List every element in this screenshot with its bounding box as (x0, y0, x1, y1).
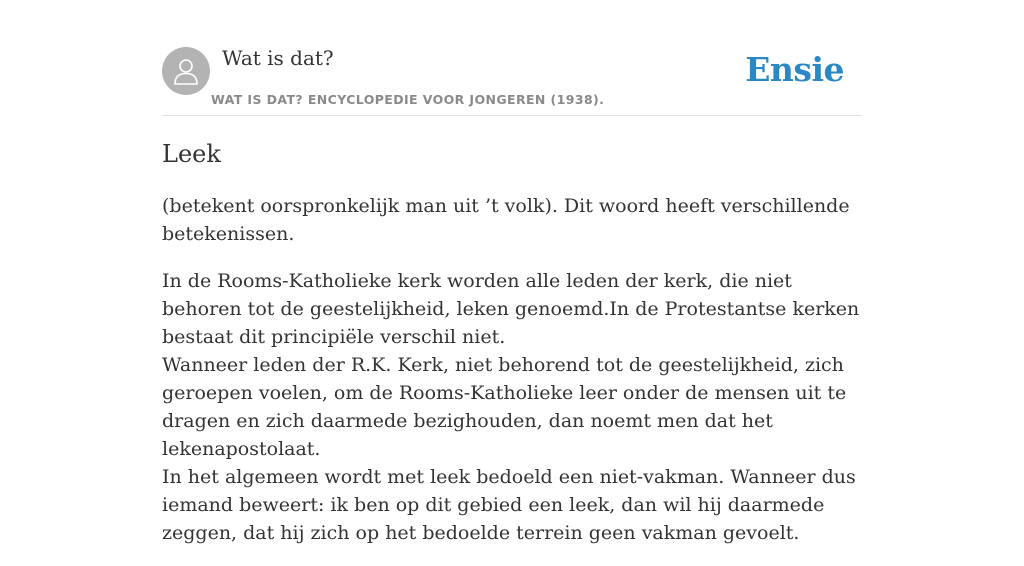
paragraph-line: In de Rooms-Katholieke kerk worden alle leden der kerk, die niet behoren tot de geestelijkheid, leken genoemd.In de Protestantse kerken bestaat dit principiële verschil niet. (162, 270, 860, 348)
article-paragraph (162, 192, 862, 248)
source-header (162, 0, 862, 116)
avatar[interactable] (162, 47, 210, 95)
paragraph-line: Wanneer leden der R.K. Kerk, niet behorend tot de geestelijkheid, zich geroepen voelen, om de Rooms-Katholieke leer onder de mensen uit te dragen en zich daarmede bezighouden, dan noemt men dat het lekenapostolaat. (162, 354, 847, 460)
article-body (162, 192, 862, 566)
source-subtitle[interactable]: WAT IS DAT? ENCYCLOPEDIE VOOR JONGEREN (1938). (211, 92, 605, 107)
page-content (162, 0, 862, 544)
user-icon (171, 56, 201, 86)
paragraph-line: In het algemeen wordt met leek bedoeld een niet-vakman. Wanneer dus iemand beweert: ik ben op dit gebied een leek, dan wil hij daarmede zeggen, dat hij zich op het bedoelde terrein geen vakman gevoelt. (162, 466, 856, 544)
paragraph-line: (betekent oorspronkelijk man uit ’t volk). Dit woord heeft verschillende betekenissen. (162, 195, 850, 245)
ensie-logo[interactable]: Ensie (745, 50, 844, 89)
source-title[interactable]: Wat is dat? (222, 46, 334, 70)
article-title: Leek (162, 140, 221, 168)
article-paragraph (162, 267, 862, 547)
